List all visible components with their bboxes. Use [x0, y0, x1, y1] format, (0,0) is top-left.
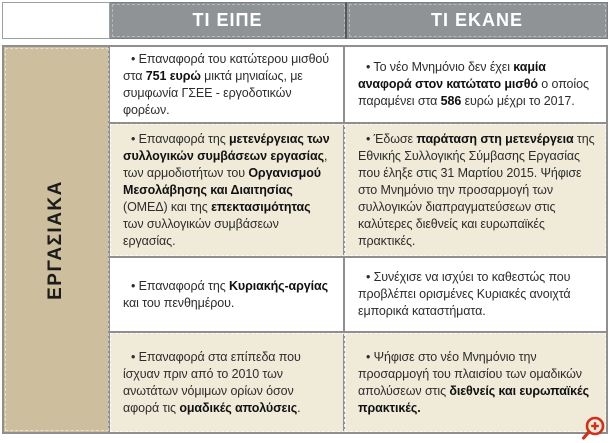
column-header-what-he-said: ΤΙ ΕΙΠΕ	[110, 2, 347, 39]
header-corner-cell	[2, 2, 110, 39]
cell-did-mass-layoffs	[345, 333, 606, 432]
table-row	[110, 331, 606, 432]
cell-said-minimum-wage	[110, 47, 345, 122]
cell-did-minimum-wage	[345, 47, 606, 122]
category-sidebar	[4, 47, 110, 432]
cell-text: • Επαναφορά του κατώτερου μισθού στα 751 ευρώ μικτά μηνιαίως, με συμφωνία ΓΣΕΕ - εργοδοτικών φορέων.	[123, 51, 330, 117]
cell-did-collective-agreements	[345, 124, 606, 256]
cell-text: • Επαναφορά της μετενέργειας των συλλογικών συμβάσεων εργασίας, των αρμοδιοτήτων του Οργανισμού Μεσολάβησης και Διαιτησίας (ΟΜΕΔ) και της επεκτασιμότητας των συλλογικών συμβάσεων εργασίας.	[123, 131, 330, 248]
cell-said-mass-layoffs	[110, 333, 345, 432]
cell-text: • Επαναφορά στα επίπεδα που ίσχυαν πριν από το 2010 των ανωτάτων νόμιμων ορίων όσον αφορά τις ομαδικές απολύσεις.	[123, 349, 301, 415]
cell-did-sunday-holiday	[345, 258, 606, 331]
column-header-what-he-did: ΤΙ ΕΚΑΝΕ	[347, 2, 608, 39]
table-header	[2, 2, 608, 39]
cell-text: • Το νέο Μνημόνιο δεν έχει καμία αναφορά στον κατώτατο μισθό ο οποίος παραμένει στα 586 ευρώ μέχρι το 2017.	[358, 60, 589, 108]
cell-text: • Συνέχισε να ισχύει το καθεστώς που προβλέπει ορισμένες Κυριακές ανοιχτά εμπορικά καταστήματα.	[358, 270, 571, 318]
cell-said-sunday-holiday	[110, 258, 345, 331]
table-row	[110, 256, 606, 331]
table-row	[110, 122, 606, 256]
table-body	[2, 45, 608, 434]
cell-text: • Έδωσε παράταση στη μετενέργεια της Εθνικής Συλλογικής Σύμβασης Εργασίας που έληξε στις 31 Μαρτίου 2015. Ψήφισε στο Μνημόνιο την προσαρμογή των συλλογικών διαπραγματεύσεων στις καλύτερες διεθνείς και ευρωπαϊκές πρακτικές.	[358, 131, 595, 248]
table-row	[110, 47, 606, 122]
cell-text: • Ψήφισε στο νέο Μνημόνιο την προσαρμογή του πλαισίου των ομαδικών απολύσεων στις διεθνείς και ευρωπαϊκές πρακτικές.	[358, 349, 589, 415]
cell-text: • Επαναφορά της Κυριακής-αργίας και του πενθημέρου.	[123, 278, 328, 310]
zoom-in-icon[interactable]	[580, 415, 607, 442]
category-label: ΕΡΓΑΣΙΑΚΑ	[45, 179, 67, 300]
cell-said-collective-agreements	[110, 124, 345, 256]
table-grid	[110, 47, 606, 432]
